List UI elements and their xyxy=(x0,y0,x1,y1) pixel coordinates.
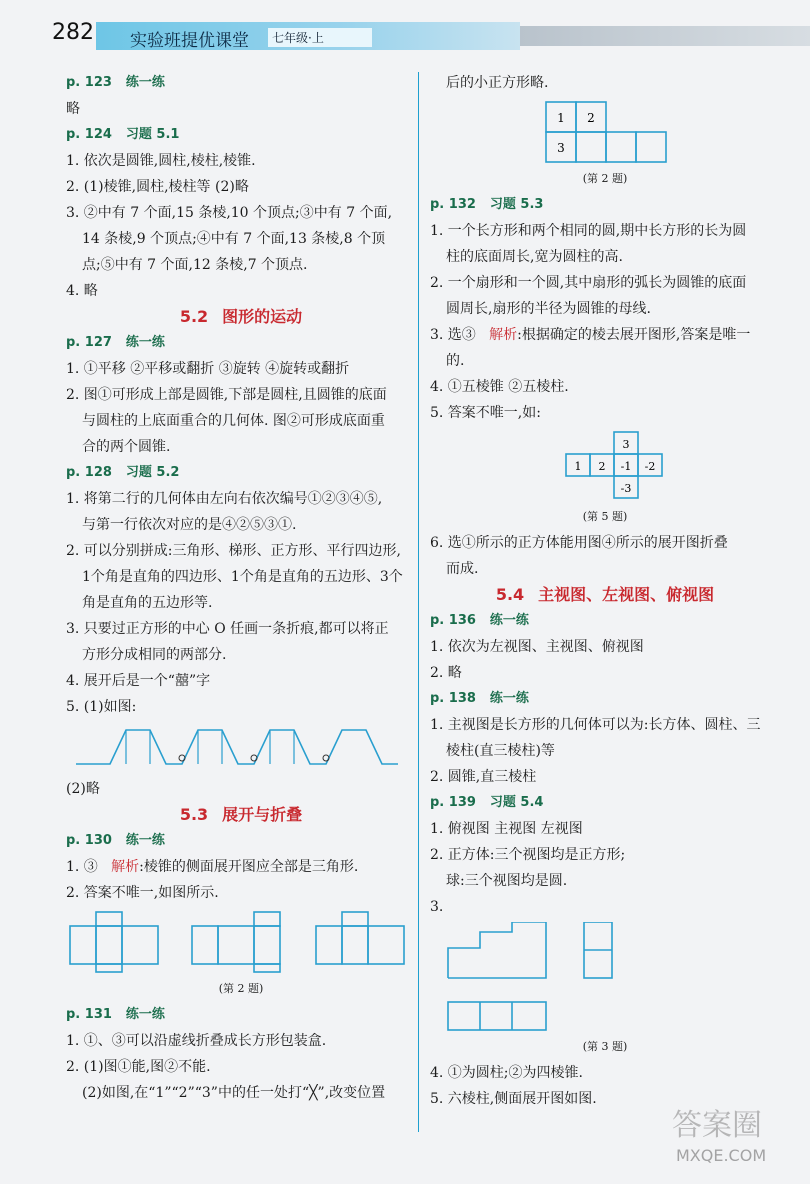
answer-line: 4. ①为圆柱;②为四棱锥. xyxy=(430,1065,583,1081)
exercise-heading-p138: p. 138 练一练 xyxy=(430,691,529,706)
three-views-figure xyxy=(430,922,780,1032)
answer-line: 点;⑤中有 7 个面,12 条棱,7 个顶点. xyxy=(82,257,308,273)
cross-label: 1 xyxy=(574,460,582,473)
answer-line: 而成. xyxy=(446,561,479,577)
left-column xyxy=(66,70,416,1106)
page-header xyxy=(0,0,810,52)
answer-line: 与第一行依次对应的是④②⑤③①. xyxy=(82,517,297,533)
answer-line: 3. ②中有 7 个面,15 条棱,10 个顶点;③中有 7 个面, xyxy=(66,205,393,221)
answer-line: 柱的底面周长,宽为圆柱的高. xyxy=(446,249,623,265)
answer-line: 1. 俯视图 主视图 左视图 xyxy=(430,821,583,837)
box-nets-figure xyxy=(66,908,416,974)
answer-line: 1. 一个长方形和两个相同的圆,期中长方形的长为圆 xyxy=(430,223,747,239)
answer-line: 4. 略 xyxy=(66,283,98,299)
cross-net-figure xyxy=(430,428,780,502)
figure-caption: (第 3 题) xyxy=(582,1040,628,1053)
grid-label: 1 xyxy=(557,111,565,125)
figure-caption: (第 2 题) xyxy=(582,172,628,185)
answer-line: 3. 选③ 解析:根据确定的棱去展开图形,答案是唯一 xyxy=(430,327,751,343)
watermark-logo: 答案圈 xyxy=(672,1108,762,1143)
answer-line: 1. ①平移 ②平移或翻折 ③旋转 ④旋转或翻折 xyxy=(66,361,350,377)
exercise-heading-p124: p. 124 习题 5.1 xyxy=(66,127,180,142)
answer-line: 1. 将第二行的几何体由左向右依次编号①②③④⑤, xyxy=(66,491,383,507)
answer-line: 2. 答案不唯一,如图所示. xyxy=(66,885,219,901)
answer-line: 方形分成相同的两部分. xyxy=(82,647,227,663)
answer-line: 3. 只要过正方形的中心 O 任画一条折痕,都可以将正 xyxy=(66,621,389,637)
answer-line: 4. 展开后是一个“囍”字 xyxy=(66,673,211,689)
square-grid-figure xyxy=(430,98,780,164)
answer-line: 3. xyxy=(430,899,444,915)
cross-label: 3 xyxy=(622,438,630,451)
grade-tag: 七年级·上 xyxy=(268,28,372,47)
section-heading-5-2: 5.2 图形的运动 xyxy=(179,307,303,326)
exercise-heading-p139: p. 139 习题 5.4 xyxy=(430,795,544,810)
answer-line: 1个角是直角的四边形、1个角是直角的五边形、3个 xyxy=(82,569,403,585)
header-gray-band xyxy=(520,26,810,46)
answer-line: 棱柱(直三棱柱)等 xyxy=(446,743,555,759)
answer-line: 2. 图①可形成上部是圆锥,下部是圆柱,且圆锥的底面 xyxy=(66,387,387,403)
exercise-heading-p136: p. 136 练一练 xyxy=(430,613,529,628)
grid-label: 3 xyxy=(557,141,565,155)
answer-line: 合的两个圆锥. xyxy=(82,439,171,455)
answer-line: 1. ①、③可以沿虚线折叠成长方形包装盒. xyxy=(66,1033,327,1049)
exercise-heading-p132: p. 132 习题 5.3 xyxy=(430,197,544,212)
cross-label: -1 xyxy=(620,460,632,473)
answer-line: (2)如图,在“1”“2”“3”中的任一处打“╳”,改变位置 xyxy=(82,1085,386,1101)
right-column xyxy=(430,70,780,1112)
answer-line: (2)略 xyxy=(66,781,100,797)
answer-line: 的. xyxy=(446,353,465,369)
answer-line: 1. 依次是圆锥,圆柱,棱柱,棱锥. xyxy=(66,153,256,169)
cross-label: -3 xyxy=(620,482,632,495)
answer-line: 4. ①五棱锥 ②五棱柱. xyxy=(430,379,569,395)
section-heading-5-4: 5.4 主视图、左视图、俯视图 xyxy=(495,585,715,604)
answer-line: 2. 正方体:三个视图均是正方形; xyxy=(430,847,626,863)
answer-line: 1. 依次为左视图、主视图、俯视图 xyxy=(430,639,644,655)
answer-line: 1. 主视图是长方形的几何体可以为:长方体、圆柱、三 xyxy=(430,717,761,733)
answer-line: 略 xyxy=(66,101,80,117)
answer-line: 2. (1)图①能,图②不能. xyxy=(66,1059,211,1075)
answer-line: 2. 一个扇形和一个圆,其中扇形的弧长为圆锥的底面 xyxy=(430,275,747,291)
answer-line: 2. (1)棱锥,圆柱,棱柱等 (2)略 xyxy=(66,179,249,195)
exercise-heading-p127: p. 127 练一练 xyxy=(66,335,165,350)
figure-caption: (第 5 题) xyxy=(582,510,628,523)
answer-line: 14 条棱,9 个顶点;④中有 7 个面,13 条棱,8 个顶 xyxy=(82,231,386,247)
exercise-heading-p128: p. 128 习题 5.2 xyxy=(66,465,180,480)
figure-caption: (第 2 题) xyxy=(218,982,264,995)
answer-line: 2. 略 xyxy=(430,665,462,681)
answer-line: 5. 答案不唯一,如: xyxy=(430,405,541,421)
section-heading-5-3: 5.3 展开与折叠 xyxy=(179,805,303,824)
column-divider xyxy=(418,72,419,1132)
answer-line: 5. 六棱柱,侧面展开图如图. xyxy=(430,1091,597,1107)
answer-line: 5. (1)如图: xyxy=(66,699,137,715)
answer-line: 圆周长,扇形的半径为圆锥的母线. xyxy=(446,301,651,317)
exercise-heading-p130: p. 130 练一练 xyxy=(66,833,165,848)
grid-label: 2 xyxy=(587,111,595,125)
answer-line: 1. ③ 解析:棱锥的侧面展开图应全部是三角形. xyxy=(66,859,359,875)
answer-line: 后的小正方形略. xyxy=(446,75,549,91)
answer-line: 角是直角的五边形等. xyxy=(82,595,213,611)
answer-line: 与圆柱的上底面重合的几何体. 图②可形成底面重 xyxy=(82,413,385,429)
zigzag-folding-figure xyxy=(66,722,406,774)
page-number: 282 xyxy=(52,20,94,45)
cross-label: -2 xyxy=(644,460,656,473)
watermark-url: MXQE.COM xyxy=(676,1146,767,1165)
exercise-heading-p131: p. 131 练一练 xyxy=(66,1007,165,1022)
cross-label: 2 xyxy=(598,460,606,473)
answer-line: 2. 可以分别拼成:三角形、梯形、正方形、平行四边形, xyxy=(66,543,401,559)
book-title: 实验班提优课堂 xyxy=(130,31,249,51)
answer-line: 2. 圆锥,直三棱柱 xyxy=(430,769,537,785)
answer-line: 6. 选①所示的正方体能用图④所示的展开图折叠 xyxy=(430,535,728,551)
answer-line: 球:三个视图均是圆. xyxy=(446,873,568,889)
exercise-heading-p123: p. 123 练一练 xyxy=(66,75,165,90)
